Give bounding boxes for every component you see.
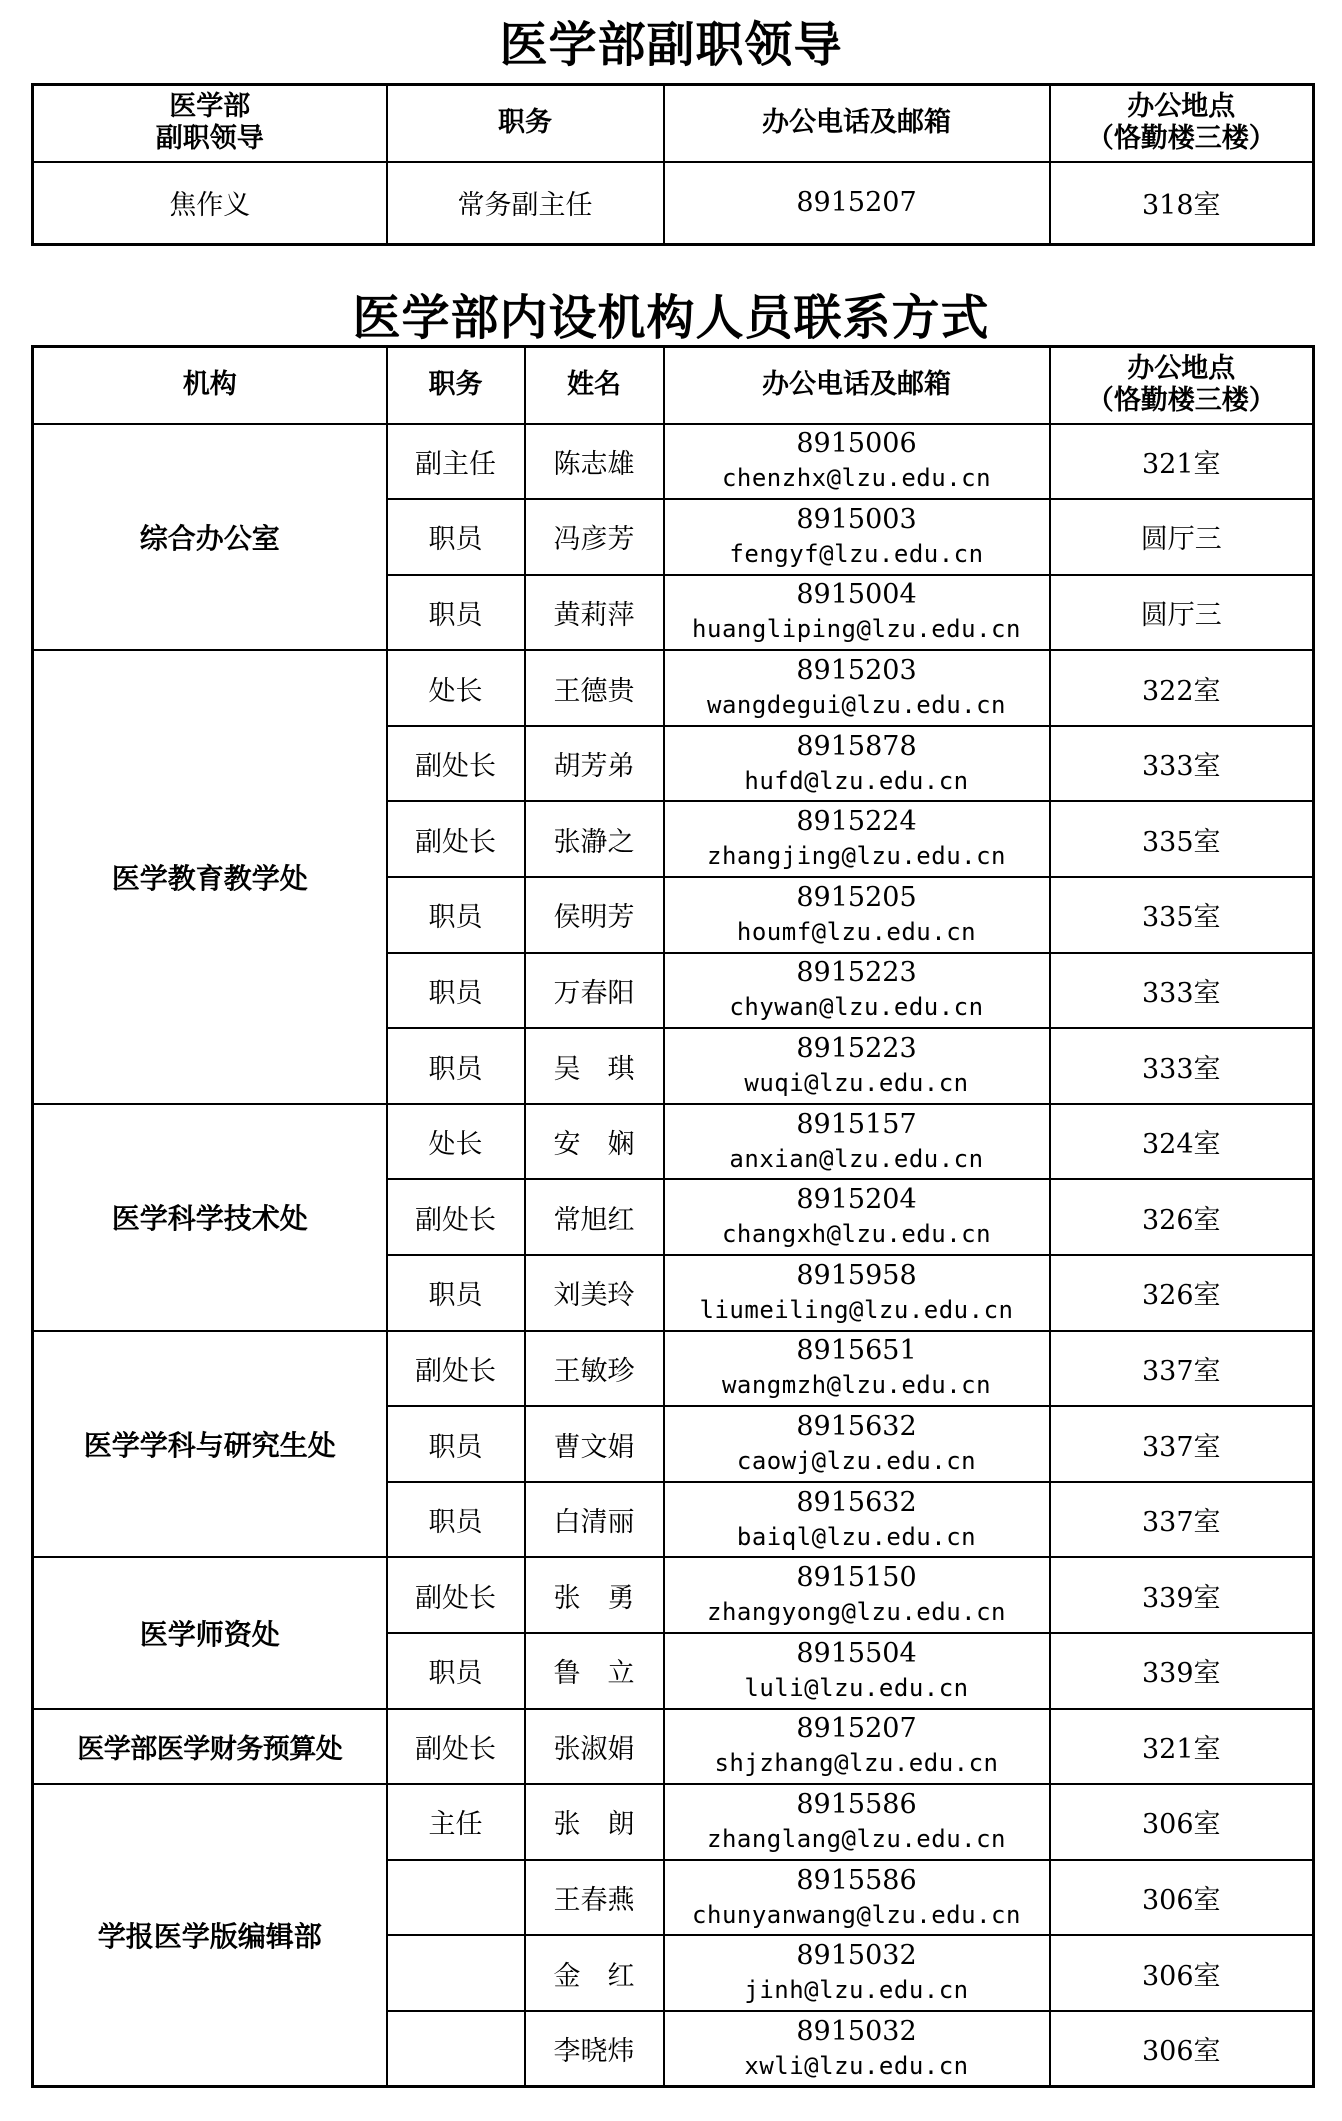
staff-phone: 8915003 [796,503,917,535]
staff-contact [664,1633,1050,1709]
staff-name: 李晓炜 [525,2011,664,2087]
staff-position: 处长 [387,650,525,726]
staff-position: 主任 [387,1784,525,1860]
staff-phone: 8915878 [796,730,917,762]
staff-phone: 8915632 [796,1486,917,1518]
staff-room: 圆厅三 [1050,575,1314,651]
staff-position [387,1935,525,2011]
dept-name: 医学科学技术处 [33,1104,387,1331]
staff-room: 306室 [1050,1935,1314,2011]
staff-room: 339室 [1050,1633,1314,1709]
dept-name: 综合办公室 [33,424,387,651]
leader-position: 常务副主任 [387,162,664,245]
staff-contact [664,953,1050,1029]
staff-name: 万春阳 [525,953,664,1029]
table-row [33,650,1314,726]
staff-table [31,345,1315,2088]
staff-position: 职员 [387,1255,525,1331]
staff-name: 侯明芳 [525,877,664,953]
header-location-line1: 办公地点 [1127,353,1236,385]
staff-name: 黄莉萍 [525,575,664,651]
staff-room: 333室 [1050,726,1314,802]
staff-email-link[interactable]: jinh@lzu.edu.cn [744,1976,969,2005]
staff-contact [664,877,1050,953]
leaders-header-row [33,85,1314,162]
header-leader-location-line1: 办公地点 [1127,91,1236,123]
staff-phone: 8915004 [796,579,917,611]
staff-position: 处长 [387,1104,525,1180]
staff-room: 337室 [1050,1331,1314,1407]
header-name: 姓名 [525,347,664,424]
staff-contact [664,499,1050,575]
staff-position: 职员 [387,1406,525,1482]
staff-email-link[interactable]: baiql@lzu.edu.cn [736,1522,977,1551]
header-leader-location [1050,85,1314,162]
staff-position: 副处长 [387,1709,525,1785]
staff-room: 322室 [1050,650,1314,726]
staff-room: 306室 [1050,1860,1314,1936]
leader-name: 焦作义 [33,162,387,245]
staff-contact [664,1557,1050,1633]
leader-room: 318室 [1050,162,1314,245]
staff-name: 张 朗 [525,1784,664,1860]
staff-contact [664,1255,1050,1331]
staff-phone: 8915032 [796,1940,917,1972]
staff-contact [664,726,1050,802]
staff-name: 鲁 立 [525,1633,664,1709]
staff-phone: 8915150 [796,1562,917,1594]
leader-phone: 8915207 [664,162,1050,245]
header-leader-location-line2: （恪勤楼三楼） [1086,123,1276,155]
staff-name: 胡芳弟 [525,726,664,802]
staff-phone: 8915205 [796,881,917,913]
header-location [1050,347,1314,424]
staff-contact [664,2011,1050,2087]
staff-name: 陈志雄 [525,424,664,500]
staff-name: 金 红 [525,1935,664,2011]
staff-contact [664,424,1050,500]
staff-phone: 8915632 [796,1411,917,1443]
staff-room: 333室 [1050,1028,1314,1104]
staff-header-row [33,347,1314,424]
staff-room: 321室 [1050,424,1314,500]
staff-contact [664,1406,1050,1482]
staff-contact [664,1482,1050,1558]
staff-position: 职员 [387,877,525,953]
staff-email-link[interactable]: wuqi@lzu.edu.cn [744,1069,969,1098]
staff-position: 副主任 [387,424,525,500]
staff-contact [664,575,1050,651]
staff-contact [664,1028,1050,1104]
staff-email-link[interactable]: huangliping@lzu.edu.cn [692,615,1021,644]
staff-contact [664,801,1050,877]
staff-phone: 8915223 [796,1033,917,1065]
staff-email-link[interactable]: luli@lzu.edu.cn [744,1673,969,1702]
staff-title: 医学部内设机构人员联系方式 [352,290,990,346]
dept-name: 医学学科与研究生处 [33,1331,387,1558]
staff-email-link[interactable]: zhanglang@lzu.edu.cn [707,1824,1006,1853]
staff-contact [664,1104,1050,1180]
header-leader-name-line1: 医学部 [169,91,251,123]
staff-name: 常旭红 [525,1179,664,1255]
staff-table-body [33,424,1314,2087]
staff-email-link[interactable]: fengyf@lzu.edu.cn [729,539,984,568]
staff-room: 306室 [1050,1784,1314,1860]
staff-name: 张 勇 [525,1557,664,1633]
header-leader-contact: 办公电话及邮箱 [664,85,1050,162]
header-contact: 办公电话及邮箱 [664,347,1050,424]
table-row [33,1331,1314,1407]
staff-name: 冯彦芳 [525,499,664,575]
leaders-title: 医学部副职领导 [499,17,843,73]
staff-name: 曹文娟 [525,1406,664,1482]
table-row [33,1557,1314,1633]
staff-position: 副处长 [387,801,525,877]
staff-phone: 8915586 [796,1864,917,1896]
staff-position: 副处长 [387,1331,525,1407]
staff-room: 306室 [1050,2011,1314,2087]
staff-room: 326室 [1050,1179,1314,1255]
staff-contact [664,1935,1050,2011]
staff-room: 337室 [1050,1406,1314,1482]
staff-name: 刘美玲 [525,1255,664,1331]
staff-phone: 8915032 [796,2015,917,2047]
staff-contact [664,1860,1050,1936]
staff-email-link[interactable]: zhangjing@lzu.edu.cn [707,842,1006,871]
staff-room: 337室 [1050,1482,1314,1558]
dept-name: 医学师资处 [33,1557,387,1708]
staff-position [387,2011,525,2087]
staff-room: 335室 [1050,801,1314,877]
staff-position: 职员 [387,499,525,575]
staff-email-link[interactable]: hufd@lzu.edu.cn [744,766,969,795]
staff-email-link[interactable]: chenzhx@lzu.edu.cn [721,464,992,493]
staff-contact [664,650,1050,726]
staff-phone: 8915586 [796,1788,917,1820]
staff-phone: 8915207 [796,1713,917,1745]
staff-phone: 8915223 [796,957,917,989]
table-row [33,1784,1314,1860]
staff-phone: 8915224 [796,806,917,838]
staff-email-link[interactable]: wangdegui@lzu.edu.cn [707,691,1006,720]
staff-contact [664,1331,1050,1407]
staff-position: 职员 [387,575,525,651]
staff-email-link[interactable]: shjzhang@lzu.edu.cn [714,1749,999,1778]
staff-position [387,1860,525,1936]
header-dept: 机构 [33,347,387,424]
staff-position: 副处长 [387,1179,525,1255]
staff-name: 张淑娟 [525,1709,664,1785]
staff-email-link[interactable]: anxian@lzu.edu.cn [729,1144,984,1173]
staff-email-link[interactable]: wangmzh@lzu.edu.cn [721,1371,992,1400]
header-position: 职务 [387,347,525,424]
staff-position: 副处长 [387,1557,525,1633]
staff-contact [664,1709,1050,1785]
table-row [33,1709,1314,1785]
staff-phone: 8915504 [796,1637,917,1669]
staff-position: 职员 [387,1482,525,1558]
leaders-table [31,83,1315,246]
staff-name: 王春燕 [525,1860,664,1936]
staff-contact [664,1179,1050,1255]
staff-room: 321室 [1050,1709,1314,1785]
staff-room: 324室 [1050,1104,1314,1180]
header-leader-position: 职务 [387,85,664,162]
staff-phone: 8915203 [796,655,917,687]
staff-email-link[interactable]: changxh@lzu.edu.cn [721,1220,992,1249]
staff-name: 安 娴 [525,1104,664,1180]
staff-phone: 8915006 [796,428,917,460]
staff-name: 吴 琪 [525,1028,664,1104]
header-leader-name-line2: 副职领导 [155,123,264,155]
staff-position: 职员 [387,953,525,1029]
staff-name: 王敏珍 [525,1331,664,1407]
staff-room: 335室 [1050,877,1314,953]
dept-name: 学报医学版编辑部 [33,1784,387,2086]
dept-name: 医学教育教学处 [33,650,387,1104]
staff-contact [664,1784,1050,1860]
staff-position: 副处长 [387,726,525,802]
staff-room: 326室 [1050,1255,1314,1331]
staff-phone: 8915204 [796,1184,917,1216]
staff-name: 张瀞之 [525,801,664,877]
staff-email-link[interactable]: chywan@lzu.edu.cn [729,993,984,1022]
staff-email-link[interactable]: liumeiling@lzu.edu.cn [699,1295,1014,1324]
staff-name: 王德贵 [525,650,664,726]
staff-email-link[interactable]: caowj@lzu.edu.cn [736,1447,977,1476]
header-leader-name [33,85,387,162]
staff-position: 职员 [387,1028,525,1104]
staff-position: 职员 [387,1633,525,1709]
staff-room: 333室 [1050,953,1314,1029]
staff-email-link[interactable]: xwli@lzu.edu.cn [744,2051,969,2080]
header-location-line2: （恪勤楼三楼） [1086,385,1276,417]
table-row [33,424,1314,500]
dept-name: 医学部医学财务预算处 [33,1709,387,1785]
table-row [33,162,1314,245]
staff-room: 圆厅三 [1050,499,1314,575]
staff-name: 白清丽 [525,1482,664,1558]
staff-email-link[interactable]: chunyanwang@lzu.edu.cn [692,1900,1021,1929]
staff-email-link[interactable]: houmf@lzu.edu.cn [736,917,977,946]
staff-phone: 8915651 [796,1335,917,1367]
staff-room: 339室 [1050,1557,1314,1633]
staff-phone: 8915958 [796,1259,917,1291]
staff-email-link[interactable]: zhangyong@lzu.edu.cn [707,1598,1006,1627]
table-row [33,1104,1314,1180]
staff-phone: 8915157 [796,1108,917,1140]
